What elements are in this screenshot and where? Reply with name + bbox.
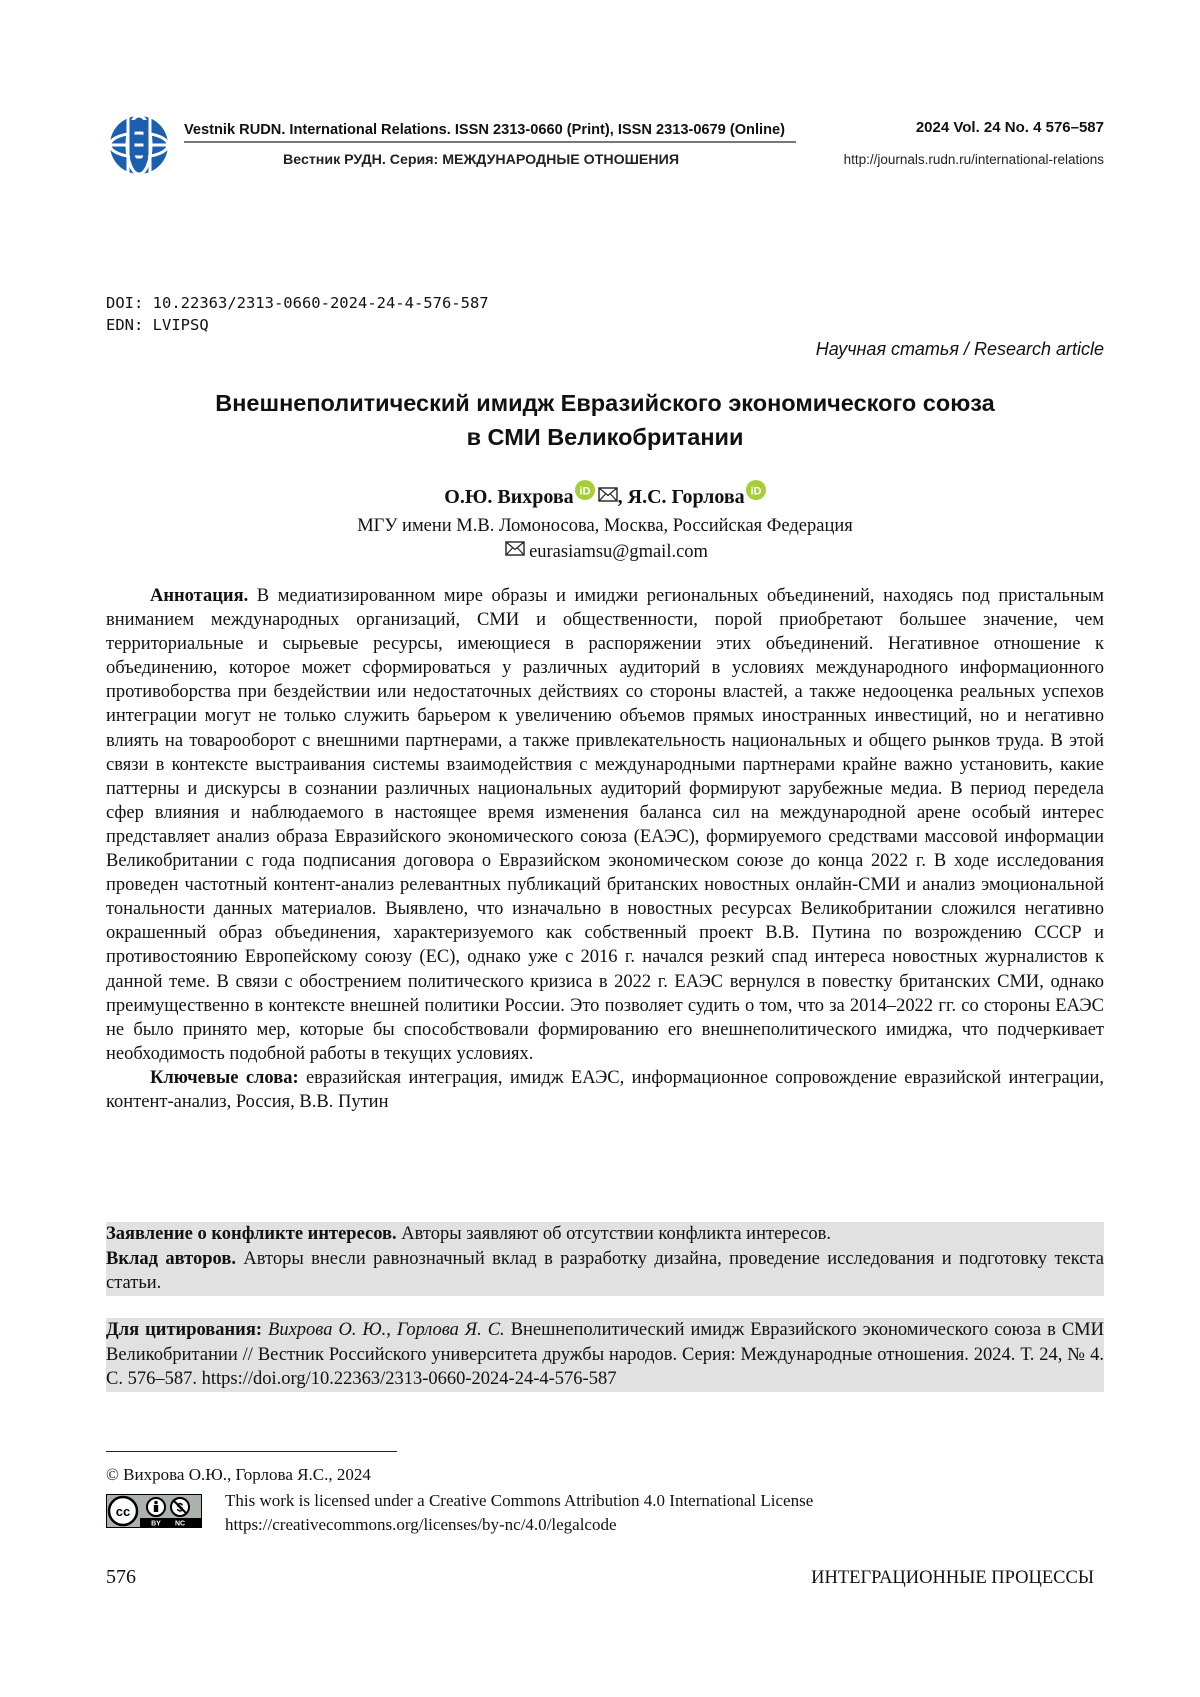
conflict-contribution-box bbox=[106, 1222, 1104, 1296]
issue-info: 2024 Vol. 24 No. 4 576–587 bbox=[916, 119, 1104, 136]
author-2: Я.С. Горлова bbox=[628, 486, 745, 508]
abstract-label: Аннотация. bbox=[150, 586, 248, 606]
orcid-icon[interactable] bbox=[746, 480, 766, 500]
contribution-label: Вклад авторов. bbox=[106, 1249, 236, 1269]
doi[interactable]: DOI: 10.22363/2313-0660-2024-24-4-576-587 bbox=[106, 292, 489, 314]
cc-badge-nc-text: NC bbox=[175, 1521, 185, 1528]
footnote-divider bbox=[106, 1451, 397, 1452]
email-address[interactable]: eurasiamsu@gmail.com bbox=[529, 542, 708, 562]
author-separator: , bbox=[618, 486, 628, 508]
cc-badge-by-text: BY bbox=[151, 1521, 161, 1528]
citation bbox=[106, 1318, 1104, 1392]
conflict-text: Авторы заявляют об отсутствии конфликта интересов. bbox=[397, 1224, 831, 1244]
edn: EDN: LVIPSQ bbox=[106, 314, 489, 336]
license-url[interactable]: https://creativecommons.org/licenses/by-nc/4.0/legalcode bbox=[225, 1513, 813, 1537]
svg-text:iD: iD bbox=[579, 486, 590, 498]
article-title bbox=[106, 386, 1104, 454]
rudn-globe-logo-icon bbox=[106, 112, 172, 178]
conflict-label: Заявление о конфликте интересов. bbox=[106, 1224, 397, 1244]
abstract-paragraph bbox=[106, 584, 1104, 1066]
journal-title-en: Vestnik RUDN. International Relations. ISSN 2313-0660 (Print), ISSN 2313-0679 (Online) bbox=[184, 122, 796, 143]
citation-label: Для цитирования: bbox=[106, 1320, 262, 1340]
cc-badge-cc-text: cc bbox=[116, 1504, 130, 1519]
abstract-text: В медиатизированном мире образы и имиджи региональных объединений, находясь под пристальным вниманием международных организаций, СМИ и общественности, порой приобретают большее значение, чем территориальные и сырьевые ресурсы, имеющиеся в распоряжении этих объединений. Негативное отношение к объединению, которое может сформироваться у различных аудиторий в условиях международного информационного противоборства при бездействии или недостаточных действиях со стороны властей, а также недооценка реальных успехов интеграции могут не только служить барьером к увеличению объемов прямых иностранных инвестиций, но и негативно влиять на товарооборот с внешними партнерами, а также привлекательность национальных и общего рынков труда. В этой связи в контексте выстраивания системы взаимодействия с международными партнерами крайне важно установить, какие паттерны и дискурсы в сознании различных национальных аудиторий формируют зарубежные медиа. В период передела сфер влияния и наблюдаемого в настоящее время изменения баланса сил на международной арене особый интерес представляет анализ образа Евразийского экономического союза (ЕАЭС), формируемого средствами массовой информации Великобритании с года подписания договора о Евразийском экономическом союзе до конца 2022 г. В ходе исследования проведен частотный контент-анализ релевантных публикаций британских новостных онлайн-СМИ и анализ эмоциональной тональности данных материалов. Выявлено, что изначально в новостных ресурсах Великобритании сложился негативно окрашенный образ объединения, характеризуемого как собственный проект В.В. Путина по возрождению СССР и противостоянию Европейскому союзу (ЕС), однако уже с 2016 г. начался резкий спад интереса новостных журналистов к данной теме. В связи с обострением политического кризиса в 2022 г. ЕАЭС вернулся в повестку британских СМИ, однако преимущественно в контексте внешней политики России. Это позволяет судить о том, что за 2014–2022 гг. со стороны ЕАЭС не было принято мер, которые бы способствовали формированию его внешнеполитического имиджа, что подчеркивает необходимость подобной работы в текущих условиях. bbox=[106, 586, 1104, 1064]
doi-block bbox=[106, 292, 489, 336]
envelope-icon bbox=[505, 541, 525, 556]
keywords-text: евразийская интеграция, имидж ЕАЭС, информационное сопровождение евразийской интеграции, контент-анализ, Россия, В.В. Путин bbox=[106, 1068, 1104, 1112]
journal-title-ru: Вестник РУДН. Серия: МЕЖДУНАРОДНЫЕ ОТНОШЕНИЯ bbox=[283, 152, 679, 168]
journal-url[interactable]: http://journals.rudn.ru/international-relations bbox=[844, 152, 1104, 167]
citation-text: Внешнеполитический имидж Евразийского экономического союза в СМИ Великобритании // Вестник Российского университета дружбы народов. Серия: Международные отношения. 2024. Т. 24, № 4. С. 576–587. https://doi.org/10.22363/2313-0660-2024-24-4-576-587 bbox=[106, 1320, 1104, 1389]
title-line-2: в СМИ Великобритании bbox=[106, 420, 1104, 454]
article-type: Научная статья / Research article bbox=[816, 339, 1104, 360]
keywords-label: Ключевые слова: bbox=[150, 1068, 299, 1088]
contribution-text: Авторы внесли равнозначный вклад в разработку дизайна, проведение исследования и подготовку текста статьи. bbox=[106, 1249, 1104, 1294]
conflict-statement bbox=[106, 1222, 1104, 1247]
abstract bbox=[106, 584, 1104, 1114]
authors bbox=[106, 480, 1104, 509]
citation-authors: Вихрова О. Ю., Горлова Я. С. bbox=[262, 1320, 505, 1340]
svg-text:iD: iD bbox=[750, 486, 761, 498]
section-name: ИНТЕГРАЦИОННЫЕ ПРОЦЕССЫ bbox=[811, 1568, 1094, 1589]
copyright: © Вихрова О.Ю., Горлова Я.С., 2024 bbox=[106, 1465, 371, 1485]
author-1: О.Ю. Вихрова bbox=[444, 486, 573, 508]
page-number: 576 bbox=[106, 1566, 136, 1589]
license-text bbox=[225, 1489, 813, 1537]
orcid-icon[interactable] bbox=[575, 480, 595, 500]
citation-box bbox=[106, 1318, 1104, 1392]
email-line bbox=[106, 541, 1104, 563]
license-line-1: This work is licensed under a Creative Commons Attribution 4.0 International License bbox=[225, 1489, 813, 1513]
cc-by-nc-badge-icon[interactable] bbox=[106, 1494, 202, 1528]
envelope-icon[interactable] bbox=[598, 487, 618, 502]
title-line-1: Внешнеполитический имидж Евразийского экономического союза bbox=[106, 386, 1104, 420]
affiliation: МГУ имени М.В. Ломоносова, Москва, Российская Федерация bbox=[106, 516, 1104, 537]
contribution-statement bbox=[106, 1247, 1104, 1296]
keywords-paragraph bbox=[106, 1066, 1104, 1114]
